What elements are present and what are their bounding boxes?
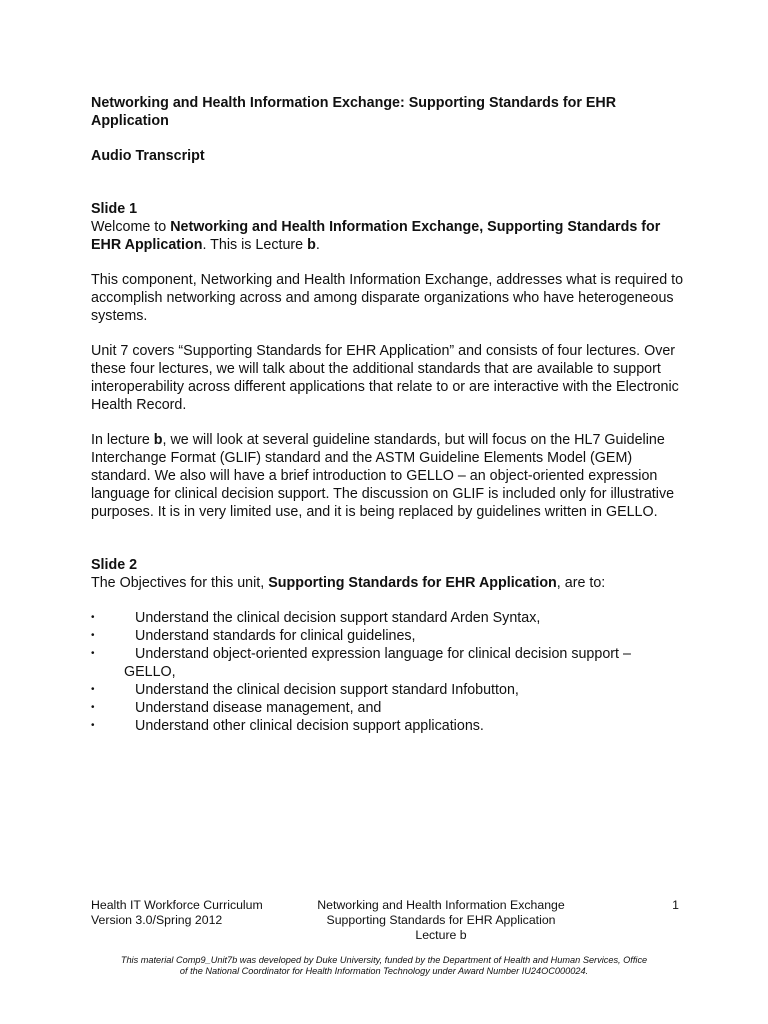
- slide-1-welcome: [91, 218, 691, 254]
- credit-line-1: This material Comp9_Unit7b was developed by Duke University, funded by the Department of Health and Human Services, Office: [120, 955, 648, 965]
- document-title: Networking and Health Information Exchange: Supporting Standards for EHR Application: [91, 95, 617, 129]
- document-body: [91, 94, 691, 735]
- slide-2-objectives-intro: [91, 574, 691, 592]
- objective-text: Understand standards for clinical guidelines,: [135, 628, 416, 644]
- bullet-icon: •: [91, 702, 95, 713]
- list-item: [91, 717, 691, 735]
- footer-lecture: Lecture b: [415, 928, 467, 942]
- objective-text: Understand the clinical decision support standard Infobutton,: [135, 682, 519, 698]
- bullet-icon: •: [91, 630, 95, 641]
- slide-1-unit-paragraph: Unit 7 covers “Supporting Standards for EHR Application” and consists of four lectures. Over these four lectures, we will talk about the additional standards that are available to support interoperability across different applications that relate to or are interactive with the Electronic Health Record.: [91, 343, 679, 413]
- welcome-suffix: .: [315, 237, 320, 253]
- objective-text: Understand disease management, and: [135, 700, 382, 716]
- welcome-middle: . This is Lecture: [202, 237, 308, 253]
- objective-text: Understand the clinical decision support standard Arden Syntax,: [135, 610, 541, 626]
- footer-unit-name: Supporting Standards for EHR Application: [326, 913, 556, 927]
- footer-curriculum-name: Health IT Workforce Curriculum: [91, 898, 263, 912]
- bullet-icon: •: [91, 648, 95, 659]
- objective-text: Understand object-oriented expression language for clinical decision support –: [135, 646, 631, 662]
- slide-2-section: [91, 556, 691, 735]
- credit-line-2: of the National Coordinator for Health Information Technology under Award Number IU24OC000024.: [179, 966, 589, 976]
- objectives-intro-suffix: , are to:: [556, 575, 606, 591]
- slide-2-heading: Slide 2: [91, 557, 138, 573]
- list-item: [91, 609, 691, 627]
- welcome-course-title: Networking and Health Information Exchange, Supporting Standards for EHR Application: [91, 219, 661, 253]
- list-item: [91, 627, 691, 645]
- objective-text-continuation: GELLO,: [124, 664, 176, 680]
- funding-credit: [60, 955, 708, 977]
- lecture-paragraph-prefix: In lecture: [91, 432, 154, 448]
- list-item: [91, 681, 691, 699]
- footer-version: Version 3.0/Spring 2012: [91, 913, 223, 927]
- bullet-icon: •: [91, 684, 95, 695]
- list-item: [91, 645, 691, 681]
- bullet-icon: •: [91, 612, 95, 623]
- document-subtitle: Audio Transcript: [91, 148, 205, 164]
- objectives-list: [91, 609, 691, 735]
- lecture-paragraph-letter: b: [153, 432, 163, 448]
- welcome-prefix: Welcome to: [91, 219, 171, 235]
- slide-1-component-paragraph: This component, Networking and Health Information Exchange, addresses what is required to accomplish networking across and among disparate organizations who have heterogeneous systems.: [91, 272, 684, 324]
- footer-component-name: Networking and Health Information Exchange: [317, 898, 565, 912]
- list-item: [91, 699, 691, 717]
- bullet-icon: •: [91, 720, 95, 731]
- lecture-paragraph-body: , we will look at several guideline standards, but will focus on the HL7 Guideline Interchange Format (GLIF) standard and the ASTM Guideline Elements Model (GEM) standard. We also will have a brief introduction to GELLO – an object-oriented expression language for clinical decision support. The discussion on GLIF is included only for illustrative purposes. It is in very limited use, and it is being replaced by guidelines written in GELLO.: [91, 432, 675, 520]
- objective-text: Understand other clinical decision support applications.: [135, 718, 484, 734]
- welcome-lecture-letter: b: [307, 237, 316, 253]
- footer-course-info: [291, 898, 591, 943]
- footer-curriculum-info: [91, 898, 311, 928]
- objectives-intro-unit-title: Supporting Standards for EHR Application: [268, 575, 557, 591]
- objectives-intro-prefix: The Objectives for this unit,: [91, 575, 269, 591]
- slide-1-section: [91, 200, 691, 521]
- slide-1-heading: Slide 1: [91, 201, 138, 217]
- slide-1-lecture-paragraph: [91, 431, 691, 521]
- page-number: 1: [672, 898, 679, 912]
